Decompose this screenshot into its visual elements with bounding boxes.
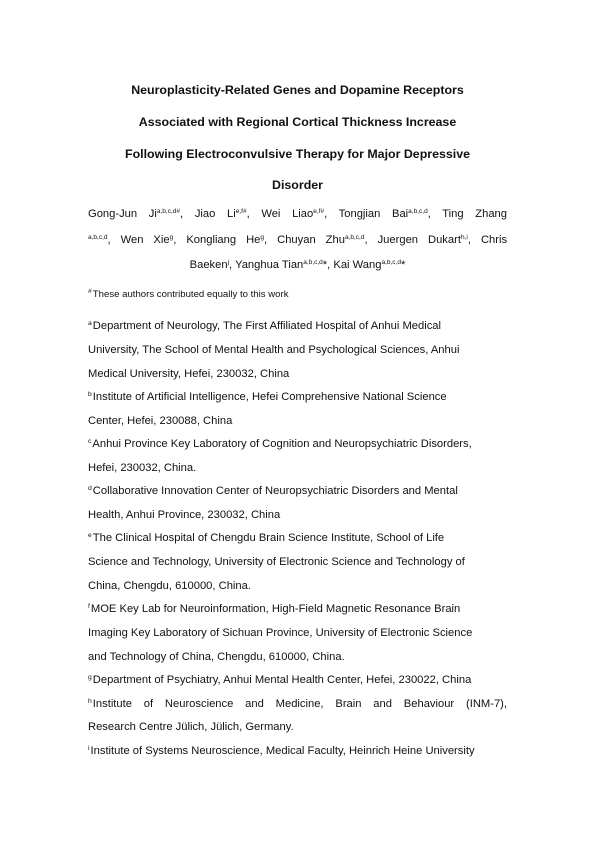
affiliation-b-line-2: Center, Hefei, 230088, China [88, 415, 233, 427]
author-name: Jiao Li [194, 208, 236, 220]
affiliation-a-line-3: Medical University, Hefei, 230032, China [88, 368, 290, 380]
affiliation-c-line-2: Hefei, 230032, China. [88, 462, 197, 474]
affiliation-h-line-2: Research Centre Jülich, Jülich, Germany. [88, 721, 294, 733]
author-affiliation-mark: e,f# [313, 208, 325, 215]
author-name: Ting Zhang [442, 208, 508, 220]
affiliation-a-line-2: University, The School of Mental Health and Psychological Sciences, Anhui [88, 344, 460, 356]
affiliation-mark: f [88, 603, 90, 610]
author-affiliation-mark: g [169, 234, 174, 241]
author-affiliation-mark: g [260, 234, 265, 241]
author-name: Kongliang He [186, 234, 261, 246]
affiliation-mark: c [88, 438, 92, 445]
affiliation-mark: i [88, 745, 90, 752]
affiliation-d-line-1: $^d$Collaborative Innovation Center of Neuropsychiatric Disorders and Mental [88, 485, 458, 497]
affiliation-f-line-1: $^f$MOE Key Lab for Neuroinformation, High-Field Magnetic Resonance Brain [88, 603, 461, 615]
author-line-2: $^{a,b,c,d}$, Wen Xie$^g$, Kongliang He$^g$, Chuyan Zhu$^{a,b,c,d}$, Juergen Dukart$^{h,i}$, Chris [88, 234, 508, 246]
affiliation-f-line-2: Imaging Key Laboratory of Sichuan Province, University of Electronic Science [88, 627, 473, 639]
affiliation-e-line-3: China, Chengdu, 610000, China. [88, 580, 251, 592]
author-name: Baeken [189, 259, 228, 271]
author-name: Wen Xie [120, 234, 170, 246]
author-name: Chuyan Zhu [277, 234, 345, 246]
affiliation-mark: e [88, 532, 92, 539]
affiliation-f-line-3: and Technology of China, Chengdu, 610000, China. [88, 651, 345, 663]
author-affiliation-mark: a,b,c,d [381, 259, 401, 266]
author-name: Gong-Jun Ji [88, 208, 157, 220]
author-line-3: Baeken$^j$, Yanghua Tian$^{a,b,c,d}$*, Kai Wang$^{a,b,c,d}$* [189, 259, 406, 271]
title-line-2: Associated with Regional Cortical Thickness Increase [138, 115, 457, 129]
author-affiliation-mark: j [227, 259, 230, 266]
author-affiliation-mark: h,i [460, 234, 468, 241]
author-name: Chris [480, 234, 508, 246]
affiliation-b-line-1: $^b$Institute of Artificial Intelligence, Hefei Comprehensive National Science [88, 391, 447, 403]
author-affiliation-mark: a,b,c,d [344, 234, 365, 241]
affiliation-mark: h [88, 698, 92, 705]
author-name: Kai Wang [333, 259, 382, 271]
affiliation-mark: d [88, 485, 92, 492]
author-name: Juergen Dukart [377, 234, 461, 246]
author-name: Wei Liao [261, 208, 314, 220]
affiliation-mark: a [88, 320, 92, 327]
author-name: Yanghua Tian [235, 259, 304, 271]
affiliation-e-line-1: $^e$The Clinical Hospital of Chengdu Brain Science Institute, School of Life [88, 532, 445, 544]
author-affiliation-mark: a,b,c,d [88, 234, 108, 241]
author-affiliation-mark: e,f# [235, 208, 247, 215]
author-line-1: Gong-Jun $Ji^{a,b,c,d\#}$, Jiao $Li^{e,f\#}$, Wei Liao$^{e,f\#}$, Tongjian Bai$^{a,b,c,d}$, Ting Zhang [88, 208, 508, 220]
affiliation-d-line-2: Health, Anhui Province, 230032, China [88, 509, 281, 521]
affiliation-c-line-1: $^c$Anhui Province Key Laboratory of Cognition and Neuropsychiatric Disorders, [88, 438, 472, 450]
affiliation-e-line-2: Science and Technology, University of Electronic Science and Technology of [88, 556, 465, 568]
title-line-1: Neuroplasticity-Related Genes and Dopamine Receptors [131, 83, 464, 97]
author-affiliation-mark: a,b,c,d [408, 208, 428, 215]
affiliation-i-line-1: $^i$Institute of Systems Neuroscience, Medical Faculty, Heinrich Heine University [88, 745, 475, 757]
title-line-4: Disorder [272, 178, 323, 192]
author-name: Tongjian Bai [338, 208, 409, 220]
affiliation-g-line-1: $^g$Department of Psychiatry, Anhui Mental Health Center, Hefei, 230022, China [88, 674, 472, 686]
title-line-3: Following Electroconvulsive Therapy for Major Depressive [125, 147, 470, 161]
equal-contribution-note: #These authors contributed equally to this work [88, 288, 289, 300]
equal-contribution-mark: # [88, 288, 92, 295]
affiliation-mark: g [88, 674, 92, 681]
affiliation-a-line-1: $^a$Department of Neurology, The First Affiliated Hospital of Anhui Medical [88, 320, 442, 332]
affiliation-mark: b [88, 391, 92, 398]
author-affiliation-mark: a,b,c,d [303, 259, 323, 266]
affiliation-h-line-1: $^h$Institute of Neuroscience and Medicine, Brain and Behaviour (INM-7), [88, 698, 507, 710]
author-affiliation-mark: a,b,c,d# [156, 208, 181, 215]
